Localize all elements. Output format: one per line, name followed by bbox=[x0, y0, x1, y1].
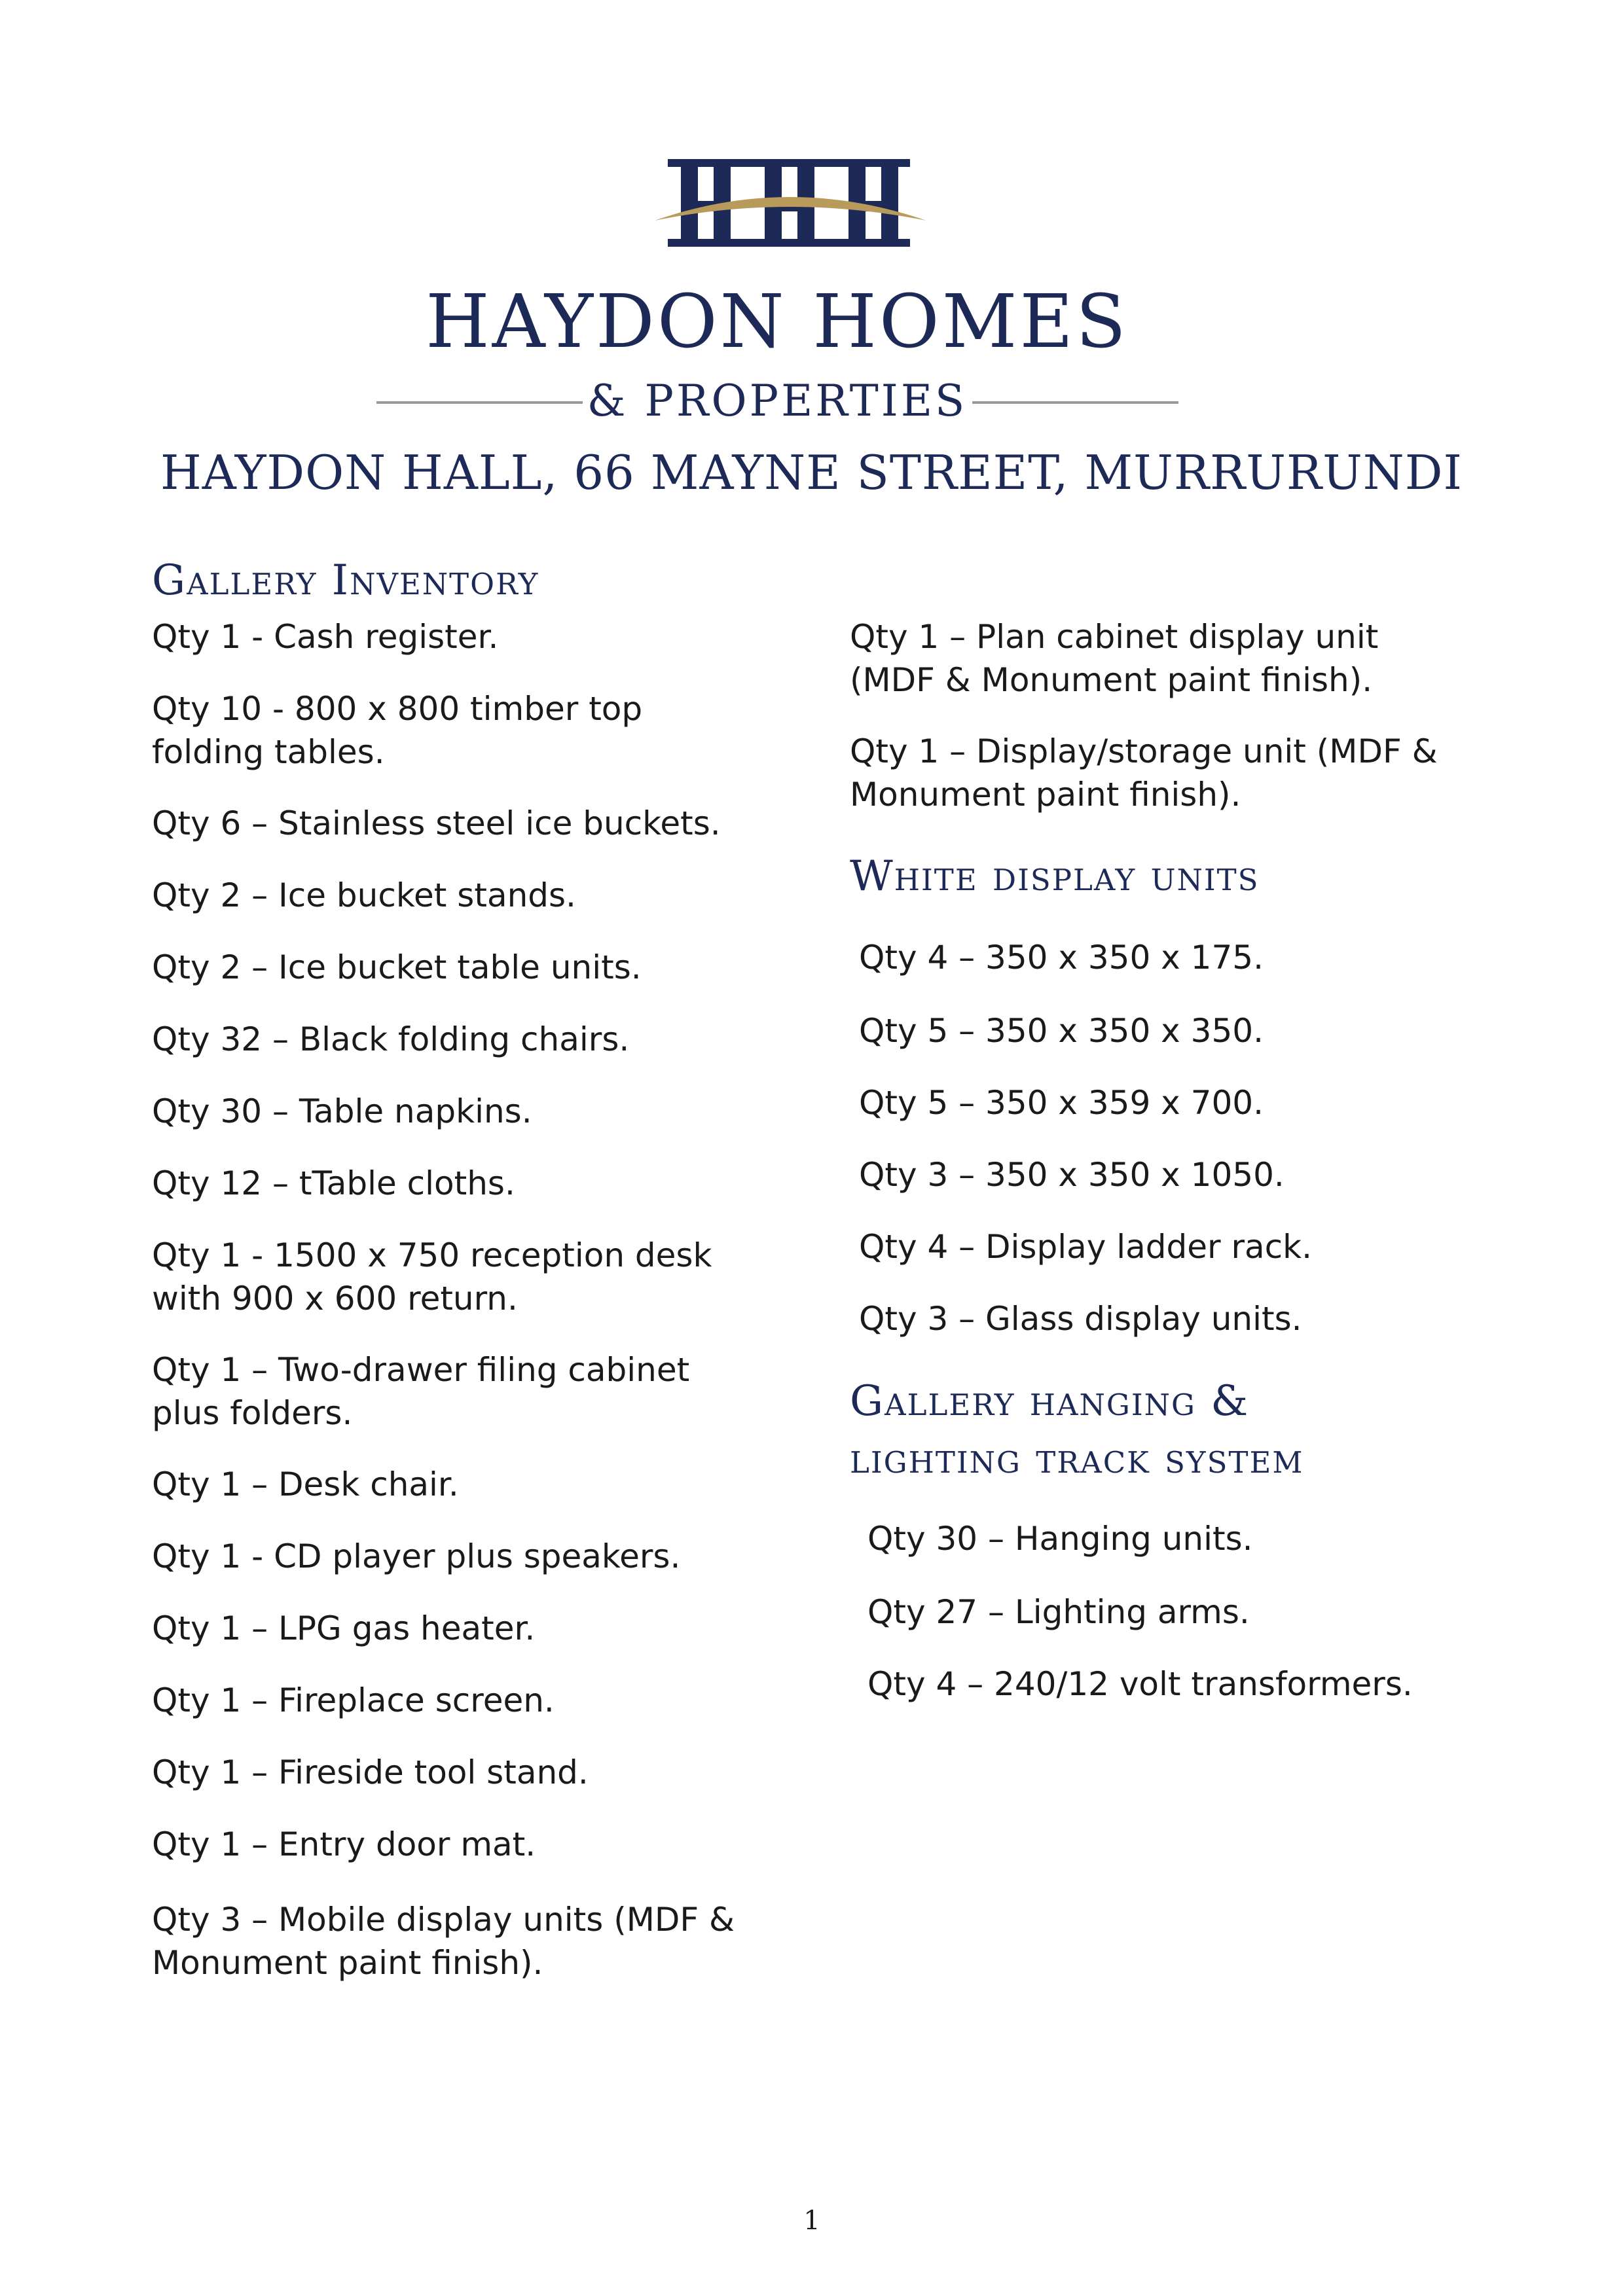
page-number: 1 bbox=[803, 2206, 820, 2236]
gallery-hanging-heading-line1: Gallery hanging & bbox=[850, 1377, 1250, 1426]
list-item: Qty 30 – Hanging units. bbox=[867, 1520, 1253, 1558]
logo-subtitle: & PROPERTIES bbox=[587, 376, 968, 426]
list-item: Qty 32 – Black folding chairs. bbox=[152, 1020, 630, 1058]
list-item: Qty 4 – Display ladder rack. bbox=[859, 1228, 1312, 1266]
list-item: Qty 1 – Two-drawer filing cabinet plus folders. bbox=[152, 1351, 690, 1432]
list-item: Qty 5 – 350 x 359 x 700. bbox=[859, 1084, 1264, 1122]
gallery-inventory-heading: Gallery Inventory bbox=[152, 556, 539, 605]
list-item: Qty 4 – 350 x 350 x 175. bbox=[859, 939, 1264, 977]
list-item: Qty 10 - 800 x 800 timber top folding tables. bbox=[152, 690, 643, 771]
list-item: Qty 1 – Plan cabinet display unit (MDF & Monument paint finish). bbox=[850, 618, 1379, 699]
list-item: Qty 2 – Ice bucket table units. bbox=[152, 948, 642, 986]
list-item: Qty 1 – Desk chair. bbox=[152, 1465, 459, 1503]
list-item: Qty 1 – Display/storage unit (MDF & Monument paint finish). bbox=[850, 732, 1438, 814]
list-item: Qty 1 - 1500 x 750 reception desk with 900 x 600 return. bbox=[152, 1236, 712, 1318]
list-item: Qty 1 - CD player plus speakers. bbox=[152, 1537, 681, 1575]
list-item: Qty 30 – Table napkins. bbox=[152, 1092, 532, 1130]
list-item: Qty 3 – Mobile display units (MDF & Monument paint finish). bbox=[152, 1901, 735, 1982]
list-item: Qty 1 – LPG gas heater. bbox=[152, 1609, 536, 1647]
list-item: Qty 12 – tTable cloths. bbox=[152, 1164, 515, 1202]
list-item: Qty 1 – Fireplace screen. bbox=[152, 1681, 555, 1719]
list-item: Qty 27 – Lighting arms. bbox=[867, 1593, 1250, 1631]
list-item: Qty 4 – 240/12 volt transformers. bbox=[867, 1665, 1413, 1703]
list-item: Qty 1 – Fireside tool stand. bbox=[152, 1753, 589, 1791]
list-item: Qty 3 – Glass display units. bbox=[859, 1300, 1302, 1338]
list-item: Qty 3 – 350 x 350 x 1050. bbox=[859, 1156, 1285, 1194]
list-item: Qty 1 – Entry door mat. bbox=[152, 1825, 536, 1863]
list-item: Qty 2 – Ice bucket stands. bbox=[152, 876, 576, 914]
logo-name: HAYDON HOMES bbox=[426, 279, 1129, 365]
company-logo bbox=[373, 147, 1182, 429]
list-item: Qty 5 – 350 x 350 x 350. bbox=[859, 1012, 1264, 1050]
gallery-hanging-heading-line2: lighting track system bbox=[850, 1435, 1304, 1483]
page-title: HAYDON HALL, 66 MAYNE STREET, MURRURUNDI bbox=[160, 445, 1463, 500]
white-display-units-heading: White display units bbox=[850, 852, 1260, 901]
list-item: Qty 6 – Stainless steel ice buckets. bbox=[152, 804, 721, 842]
list-item: Qty 1 - Cash register. bbox=[152, 618, 499, 656]
